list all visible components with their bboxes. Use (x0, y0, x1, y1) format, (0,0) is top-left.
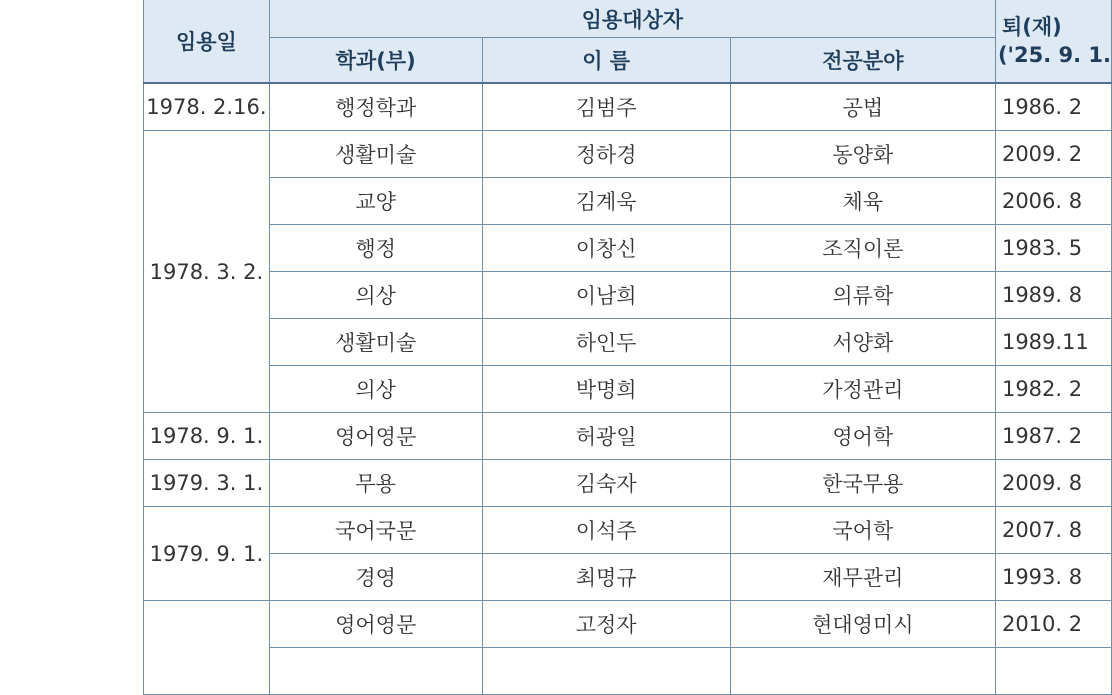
cell-field: 한국무용 (730, 460, 995, 507)
cell-name: 최명규 (482, 554, 730, 601)
faculty-appointment-table (143, 0, 1112, 695)
cell-field: 가정관리 (730, 366, 995, 413)
table-row (144, 131, 1112, 178)
cell-dept: 국어국문 (269, 507, 482, 554)
cell-name: 고정자 (482, 601, 730, 648)
cell-date (144, 601, 270, 695)
cell-retire: 1982. 2 (995, 366, 1111, 413)
cell-field: 영어학 (730, 413, 995, 460)
table-row (144, 319, 1112, 366)
cell-name: 이석주 (482, 507, 730, 554)
cell-retire: 1986. 2 (995, 83, 1111, 131)
table-row (144, 460, 1112, 507)
cell-dept: 생활미술 (269, 319, 482, 366)
cell-dept: 생활미술 (269, 131, 482, 178)
cell-name: 이창신 (482, 225, 730, 272)
table-row (144, 554, 1112, 601)
header-retirement-line1: 퇴(재) (1001, 15, 1062, 39)
header-major-field: 전공분야 (730, 38, 995, 84)
header-name: 이 름 (482, 38, 730, 84)
table-row (144, 178, 1112, 225)
cell-field: 서양화 (730, 319, 995, 366)
cell-retire: 1989. 8 (995, 272, 1111, 319)
cell-name: 정하경 (482, 131, 730, 178)
cell-retire: 2007. 8 (995, 507, 1111, 554)
table-row (144, 413, 1112, 460)
header-retirement-line2: ('25. 9. 1. (997, 43, 1111, 67)
cell-date: 1979. 3. 1. (144, 460, 270, 507)
cell-date: 1978. 3. 2. (144, 131, 270, 413)
cell-dept: 경영 (269, 554, 482, 601)
cell-name: 김계욱 (482, 178, 730, 225)
table-row (144, 366, 1112, 413)
cell-retire (995, 648, 1111, 695)
cell-dept: 교양 (269, 178, 482, 225)
cell-retire: 1989.11 (995, 319, 1111, 366)
cell-retire: 2010. 2 (995, 601, 1111, 648)
cell-name: 허광일 (482, 413, 730, 460)
cell-field: 공법 (730, 83, 995, 131)
table-row (144, 507, 1112, 554)
cell-dept: 영어영문 (269, 413, 482, 460)
cell-field: 조직이론 (730, 225, 995, 272)
table-row (144, 648, 1112, 695)
cell-name: 김숙자 (482, 460, 730, 507)
cell-field: 현대영미시 (730, 601, 995, 648)
cell-date: 1979. 9. 1. (144, 507, 270, 601)
cell-retire: 1993. 8 (995, 554, 1111, 601)
cell-dept: 행정 (269, 225, 482, 272)
cell-name: 김범주 (482, 83, 730, 131)
table-row (144, 225, 1112, 272)
cell-name (482, 648, 730, 695)
cell-date: 1978. 2.16. (144, 83, 270, 131)
cell-field: 재무관리 (730, 554, 995, 601)
cell-retire: 2006. 8 (995, 178, 1111, 225)
cell-dept: 의상 (269, 272, 482, 319)
cell-field: 의류학 (730, 272, 995, 319)
cell-field: 국어학 (730, 507, 995, 554)
header-appointment-date: 임용일 (144, 0, 270, 83)
cell-name: 박명희 (482, 366, 730, 413)
cell-retire: 1987. 2 (995, 413, 1111, 460)
cell-dept: 무용 (269, 460, 482, 507)
table-row (144, 83, 1112, 131)
cell-dept (269, 648, 482, 695)
header-retirement (995, 0, 1111, 83)
cell-field: 체육 (730, 178, 995, 225)
cell-date: 1978. 9. 1. (144, 413, 270, 460)
cell-field: 동양화 (730, 131, 995, 178)
cell-retire: 2009. 8 (995, 460, 1111, 507)
table-row (144, 272, 1112, 319)
cell-dept: 영어영문 (269, 601, 482, 648)
header-appointee-group: 임용대상자 (269, 0, 995, 38)
cell-field (730, 648, 995, 695)
header-department: 학과(부) (269, 38, 482, 84)
cell-name: 하인두 (482, 319, 730, 366)
cell-retire: 2009. 2 (995, 131, 1111, 178)
cell-dept: 행정학과 (269, 83, 482, 131)
cell-name: 이남희 (482, 272, 730, 319)
cell-dept: 의상 (269, 366, 482, 413)
cell-retire: 1983. 5 (995, 225, 1111, 272)
table-row (144, 601, 1112, 648)
